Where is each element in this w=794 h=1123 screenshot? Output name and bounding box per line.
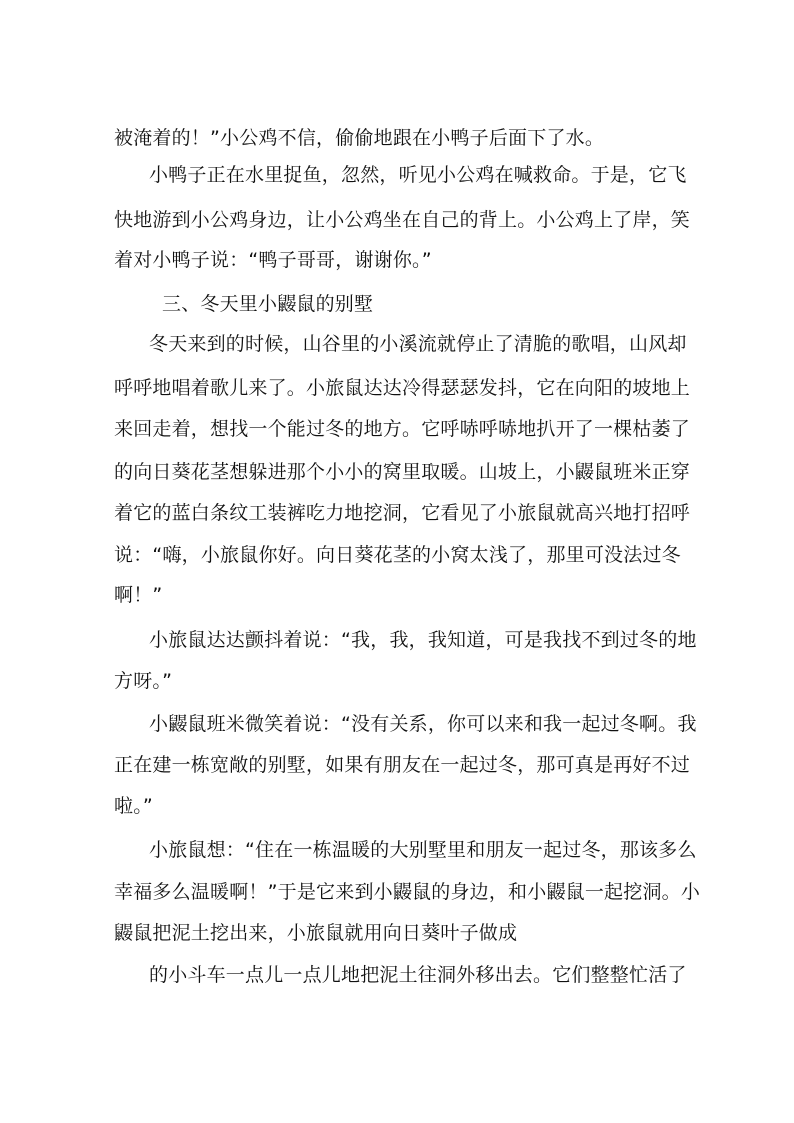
text-line: 小旅鼠想：“住在一栋温暖的大别墅里和朋友一起过冬，那该多么 [149,839,697,861]
text-line: 幸福多么温暖啊！”于是它来到小鼹鼠的身边，和小鼹鼠一起挖洞。小 [114,881,701,903]
text-line: 说：“嗨，小旅鼠你好。向日葵花茎的小窝太浅了，那里可没法过冬 [114,544,681,566]
section-heading: 三、冬天里小鼹鼠的别墅 [162,293,374,315]
text-line: 小鸭子正在水里捉鱼，忽然，听见小公鸡在喊救命。于是，它飞 [149,164,687,186]
text-line: 呼呼地唱着歌儿来了。小旅鼠达达冷得瑟瑟发抖，它在向阳的坡地上 [114,377,691,399]
text-line: 被淹着的！”小公鸡不信，偷偷地跟在小鸭子后面下了水。 [114,127,605,149]
text-line: 快地游到小公鸡身边，让小公鸡坐在自己的背上。小公鸡上了岸，笑 [114,209,691,231]
text-line: 鼹鼠把泥土挖出来，小旅鼠就用向日葵叶子做成 [114,922,518,944]
text-line: 的小斗车一点儿一点儿地把泥土往洞外移出去。它们整整忙活了 [149,964,687,986]
text-line: 小旅鼠达达颤抖着说：“我，我，我知道，可是我找不到过冬的地 [149,629,697,651]
text-line: 啊！” [114,584,163,606]
text-line: 冬天来到的时候，山谷里的小溪流就停止了清脆的歌唱，山风却 [149,333,687,355]
text-line: 啦。” [114,795,153,817]
text-line: 着对小鸭子说：“鸭子哥哥，谢谢你。” [114,249,432,271]
text-line: 着它的蓝白条纹工装裤吃力地挖洞，它看见了小旅鼠就高兴地打招呼 [114,502,691,524]
text-line: 的向日葵花茎想躲进那个小小的窝里取暖。山坡上，小鼹鼠班米正穿 [114,461,691,483]
text-line: 方呀。” [114,670,173,692]
text-line: 正在建一栋宽敞的别墅，如果有朋友在一起过冬，那可真是再好不过 [114,754,691,776]
text-line: 来回走着，想找一个能过冬的地方。它呼哧呼哧地扒开了一棵枯萎了 [114,418,691,440]
text-line: 小鼹鼠班米微笑着说：“没有关系，你可以来和我一起过冬啊。我 [149,713,697,735]
